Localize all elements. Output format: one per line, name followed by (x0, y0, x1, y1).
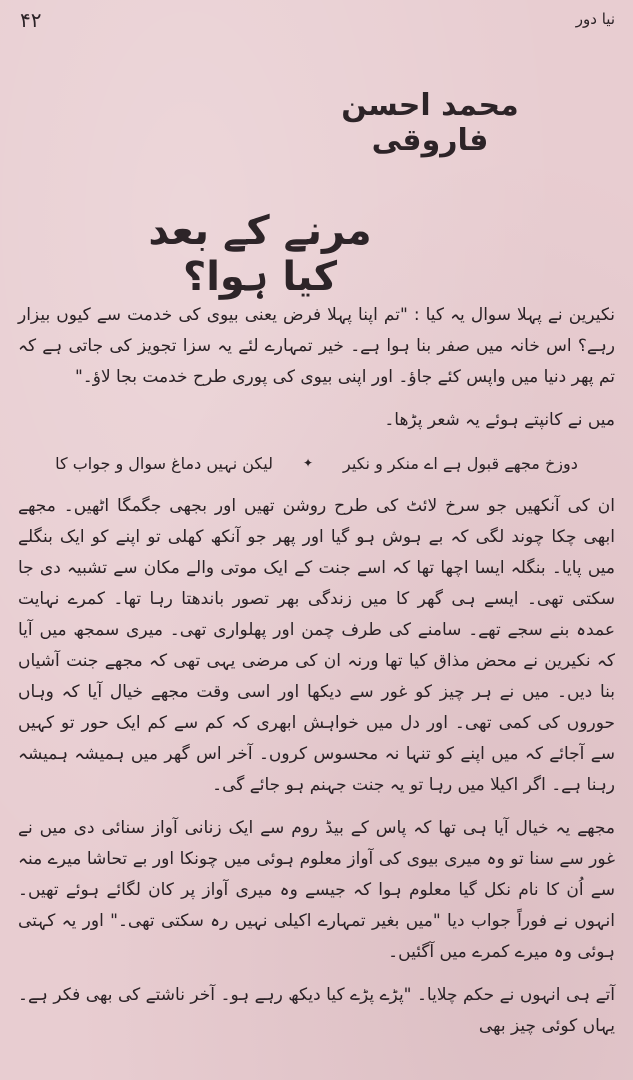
article-body (18, 300, 615, 1054)
author-name: محمد احسن فاروقی (341, 88, 519, 158)
paragraph: مجھے یہ خیال آیا ہی تھا کہ پاس کے بیڈ روم سے ایک زنانی آواز سنائی دی میں نے غور سے سنا تو وہ میری بیوی کی آواز معلوم ہوئی میں چونکا اور بے تحاشا میرے منہ سے اُن کا نام نکل گیا معلوم ہوا کہ جیسے وہ میری آواز پر کان لگائے ہوئے تھیں۔ انہوں نے فوراً جواب دیا "میں بغیر تمہارے اکیلی نہیں رہ سکتی تھی۔" اور یہ کہتی ہوئی وہ میرے کمرے میں آگئیں۔ (18, 818, 615, 962)
page-number: ۴۲ (20, 8, 42, 32)
verse-line: لیکن نہیں دماغ سوال و جواب کا (55, 454, 273, 473)
running-title: نیا دور (575, 10, 615, 28)
star-icon: ✦ (302, 456, 314, 470)
article-title: مرنے کے بعد کیا ہوا؟ (148, 208, 372, 300)
paragraph: آتے ہی انہوں نے حکم چلایا۔ "پڑے پڑے کیا دیکھ رہے ہو۔ آخر ناشتے کی بھی فکر ہے۔ یہاں کوئی چیز بھی (18, 985, 615, 1036)
paragraph: میں نے کانپتے ہوئے یہ شعر پڑھا۔ (384, 410, 615, 430)
verse-couplet (18, 448, 615, 479)
paragraph: ان کی آنکھیں جو سرخ لائٹ کی طرح روشن تھیں اور بجھی جگمگا اٹھیں۔ مجھے ابھی چکا چوند لگی کہ بے ہوش ہو گیا اور پھر جو آنکھ کھلی تو اپنے کو ایک بنگلے میں پایا۔ بنگلہ ایسا اچھا تھا کہ اسے جنت کے ایک موتی والے مکان سے تشبیہ دی جا سکتی تھی۔ ایسے ہی گھر کا میں زندگی بھر تصور باندھتا رہا تھا۔ کمرے نہایت عمدہ بنے سجے تھے۔ سامنے کی طرف چمن اور پھلواری تھی۔ میری سمجھ میں آیا کہ نکیرین نے محض مذاق کیا تھا ورنہ ان کی مرضی یہی تھی کہ مجھے جنت آشیاں بنا دیں۔ میں نے ہر چیز کو غور سے دیکھا اور اسی وقت مجھے خیال آیا کہ وہاں حوروں کی کمی تھی۔ اور دل میں خواہش ابھری کہ کم سے کم ایک حور تو کہیں سے آجائے کہ میں اپنے کو تنہا نہ محسوس کروں۔ آخر اس گھر میں ہمیشہ ہمیشہ رہنا ہے۔ اگر اکیلا میں رہا تو یہ جنت جہنم ہو جائے گی۔ (18, 496, 615, 795)
paragraph: نکیرین نے پہلا سوال یہ کیا : "تم اپنا پہلا فرض یعنی بیوی کی خدمت سے کیوں بیزار رہے؟ اس خانہ میں صفر بنا ہوا ہے۔ خیر تمہارے لئے یہ سزا تجویز کی جاتی ہے کہ تم پھر دنیا میں واپس کئے جاؤ۔ اور اپنی بیوی کی پوری طرح خدمت بجا لاؤ۔" (18, 305, 615, 387)
page-header (20, 8, 615, 36)
verse-line: دوزخ مجھے قبول ہے اے منکر و نکیر (343, 454, 578, 473)
